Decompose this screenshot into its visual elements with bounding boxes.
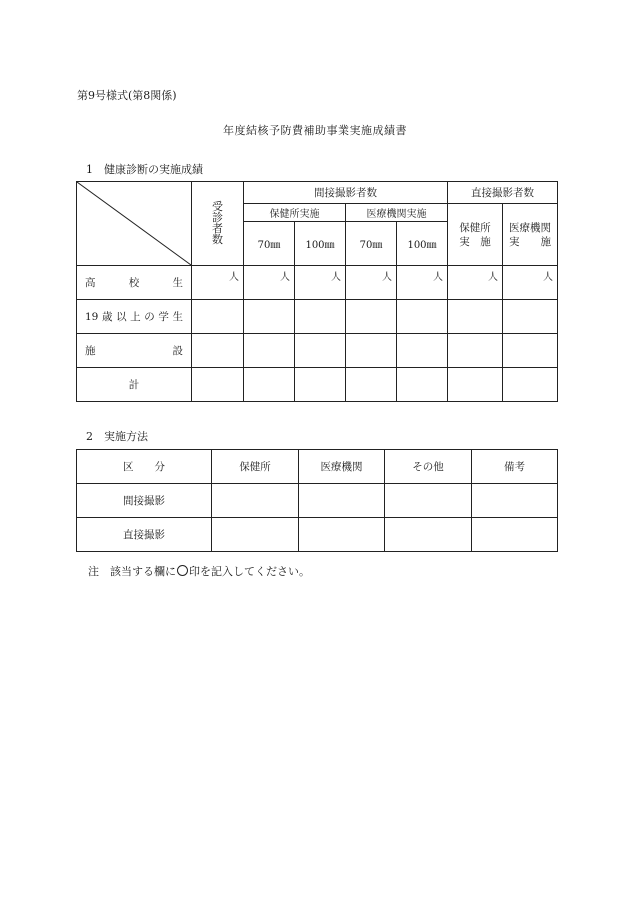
unit-cell: 人: [448, 266, 503, 300]
direct-medical-header: [503, 204, 558, 266]
empty-cell[interactable]: [448, 368, 503, 402]
hc-100mm-header: 100㎜: [295, 222, 346, 266]
table-row: [77, 266, 558, 300]
health-checkup-results-table: [76, 181, 558, 402]
empty-cell[interactable]: [503, 334, 558, 368]
table-row: [77, 334, 558, 368]
col-header-other: その他: [385, 450, 472, 484]
direct-health-center-line1: 保健所: [459, 221, 491, 234]
empty-cell[interactable]: [295, 300, 346, 334]
row-label-students-19: 19歳以上の学生: [77, 300, 192, 334]
empty-cell[interactable]: [385, 484, 472, 518]
row-label-direct: 直接撮影: [77, 518, 212, 552]
diagonal-line: [77, 182, 191, 265]
empty-cell[interactable]: [346, 300, 397, 334]
empty-cell[interactable]: [192, 368, 244, 402]
empty-cell[interactable]: [295, 368, 346, 402]
implementation-method-table: [76, 449, 558, 552]
hc-70mm-header: 70㎜: [244, 222, 295, 266]
unit-cell: 人: [244, 266, 295, 300]
table-row: [77, 300, 558, 334]
recipients-label: 受 診 者 数: [212, 200, 223, 246]
empty-cell[interactable]: [397, 368, 448, 402]
empty-cell[interactable]: [503, 368, 558, 402]
row-label-high-school: 高 校 生: [77, 266, 192, 300]
unit-cell: 人: [295, 266, 346, 300]
mi-70mm-header: 70㎜: [346, 222, 397, 266]
recipients-header: [192, 182, 244, 266]
unit-cell: 人: [503, 266, 558, 300]
section-2-heading: 2 実施方法: [86, 430, 148, 443]
table-row: [77, 484, 558, 518]
empty-cell[interactable]: [295, 334, 346, 368]
empty-cell[interactable]: [346, 368, 397, 402]
empty-cell[interactable]: [503, 300, 558, 334]
direct-health-center-line2: 実 施: [459, 235, 491, 248]
document-title: 年度結核予防費補助事業実施成績書: [223, 124, 407, 137]
col-header-category: 区 分: [77, 450, 212, 484]
direct-medical-line2: 実 施: [509, 235, 551, 248]
empty-cell[interactable]: [397, 334, 448, 368]
row-label-indirect: 間接撮影: [77, 484, 212, 518]
note-prefix: 注 該当する欄に: [88, 565, 176, 578]
section-1-heading: 1 健康診断の実施成績: [86, 163, 203, 176]
empty-cell[interactable]: [299, 518, 385, 552]
diagonal-header-cell: [77, 182, 192, 266]
col-header-remarks: 備考: [472, 450, 558, 484]
empty-cell[interactable]: [212, 484, 299, 518]
unit-cell: 人: [397, 266, 448, 300]
mi-100mm-header: 100㎜: [397, 222, 448, 266]
health-center-impl-header: 保健所実施: [244, 204, 346, 222]
col-header-medical: 医療機関: [299, 450, 385, 484]
form-number: 第9号様式(第8関係): [77, 89, 177, 102]
note-suffix: 印を記入してください。: [189, 565, 310, 578]
direct-health-center-header: [448, 204, 503, 266]
indirect-header: 間接撮影者数: [244, 182, 448, 204]
unit-cell: 人: [346, 266, 397, 300]
empty-cell[interactable]: [212, 518, 299, 552]
empty-cell[interactable]: [448, 300, 503, 334]
direct-header: 直接撮影者数: [448, 182, 558, 204]
circle-icon: [177, 565, 188, 576]
unit-cell: 人: [192, 266, 244, 300]
empty-cell[interactable]: [244, 368, 295, 402]
empty-cell[interactable]: [472, 518, 558, 552]
empty-cell[interactable]: [192, 300, 244, 334]
empty-cell[interactable]: [192, 334, 244, 368]
empty-cell[interactable]: [385, 518, 472, 552]
row-label-facilities: 施 設: [77, 334, 192, 368]
note: [88, 563, 310, 579]
col-header-health-center: 保健所: [212, 450, 299, 484]
empty-cell[interactable]: [244, 300, 295, 334]
table-row: [77, 518, 558, 552]
empty-cell[interactable]: [472, 484, 558, 518]
table-row: [77, 368, 558, 402]
empty-cell[interactable]: [448, 334, 503, 368]
empty-cell[interactable]: [397, 300, 448, 334]
empty-cell[interactable]: [244, 334, 295, 368]
empty-cell[interactable]: [299, 484, 385, 518]
row-label-total: 計: [77, 368, 192, 402]
medical-impl-header: 医療機関実施: [346, 204, 448, 222]
empty-cell[interactable]: [346, 334, 397, 368]
direct-medical-line1: 医療機関: [509, 221, 551, 234]
